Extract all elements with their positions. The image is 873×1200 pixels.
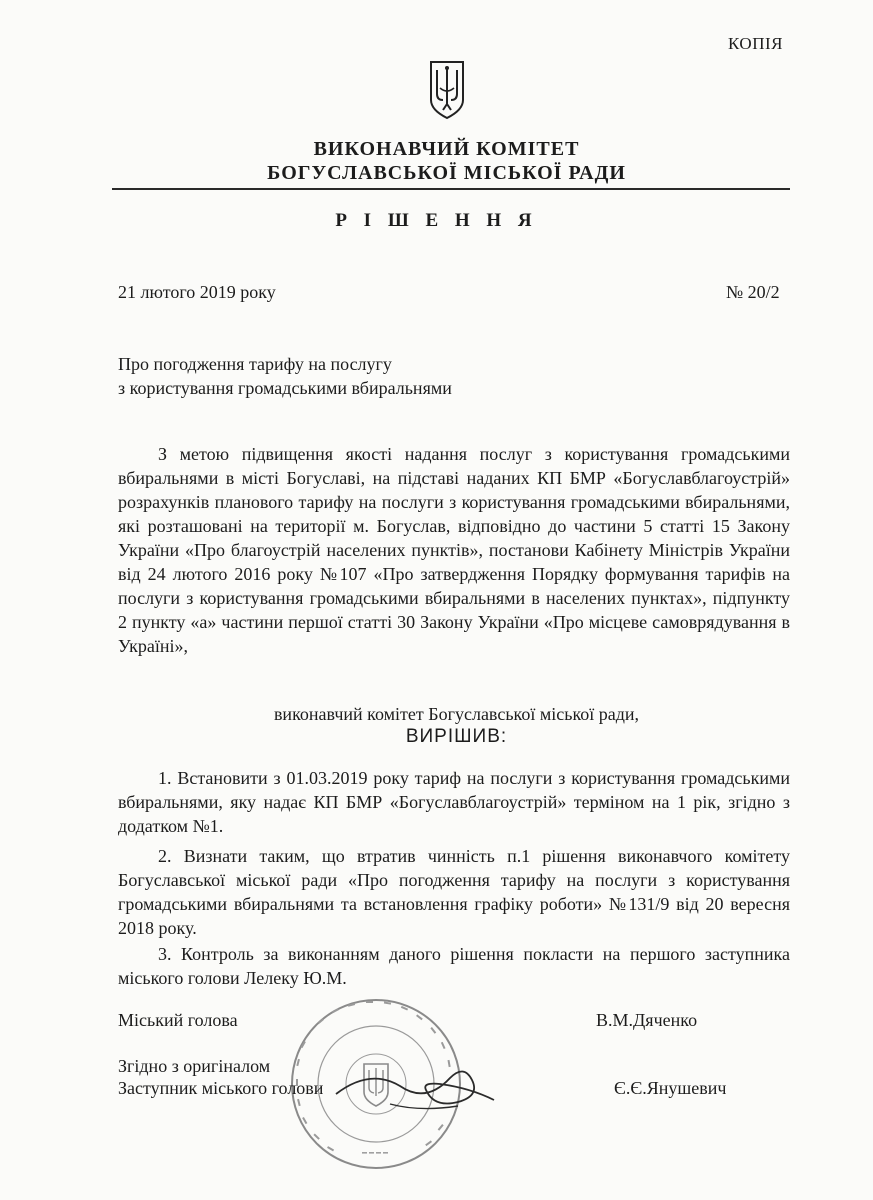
org-name-line2: БОГУСЛАВСЬКОЇ МІСЬКОЇ РАДИ bbox=[267, 162, 626, 184]
resolution-intro: виконавчий комітет Богуславської міської ради, bbox=[273, 704, 640, 724]
copy-mark: КОПІЯ bbox=[728, 34, 783, 53]
header-divider bbox=[112, 188, 790, 190]
trident-icon bbox=[428, 58, 466, 120]
deputy-name: Є.Є.Янушевич bbox=[614, 1078, 727, 1098]
decision-number: № 20/2 bbox=[726, 282, 780, 302]
decision-item-2: 2. Визнати таким, що втратив чинність п.1 рішення виконавчого комітету Богуславської міської ради «Про погодження тарифу на послуги з користування громадськими вбиральнями та встановлення графіку роботи» №131/9 від 20 вересня 2018 року. bbox=[118, 846, 790, 938]
deputy-label: Заступник міського голови bbox=[118, 1078, 324, 1098]
org-name-line1: ВИКОНАВЧИЙ КОМІТЕТ bbox=[313, 138, 580, 160]
decision-subject bbox=[118, 352, 452, 400]
decision-date: 21 лютого 2019 року bbox=[118, 282, 276, 302]
subject-line1: Про погодження тарифу на послугу bbox=[118, 354, 392, 374]
preamble-paragraph: З метою підвищення якості надання послуг з користування громадськими вбиральнями в місті Богуславі, на підставі наданих КП БМР «Богуславблагоустрій» розрахунків планового тарифу на послуги з користування громадськими вбиральнями, які розташовані на території м. Богуслав, відповідно до частини 5 статті 15 Закону України «Про благоустрій населених пунктів», постанови Кабінету Міністрів України від 24 лютого 2016 року №107 «Про затвердження Порядку формування тарифів на послуги з користування громадськими вбиральнями в населених пунктах», підпункту 2 пункту «а» частини першої статті 30 Закону України «Про місцеве самоврядування в Україні», bbox=[118, 444, 790, 656]
resolution-verb: ВИРІШИВ: bbox=[405, 726, 508, 747]
decision-item-3: 3. Контроль за виконанням даного рішення покласти на першого заступника міського голови Лелеку Ю.М. bbox=[118, 944, 790, 988]
document-type-heading: Р І Ш Е Н Н Я bbox=[335, 210, 538, 231]
mayor-name: В.М.Дяченко bbox=[596, 1010, 698, 1030]
mayor-label: Міський голова bbox=[118, 1010, 238, 1030]
subject-line2: з користування громадськими вбиральнями bbox=[118, 378, 452, 398]
signature-icon bbox=[330, 1060, 500, 1120]
conformity-note: Згідно з оригіналом bbox=[118, 1056, 271, 1076]
decision-item-1: 1. Встановити з 01.03.2019 року тариф на послуги з користування громадськими вбиральнями, яку надає КП БМР «Богуславблагоустрій» терміном на 1 рік, згідно з додатком №1. bbox=[118, 768, 790, 836]
